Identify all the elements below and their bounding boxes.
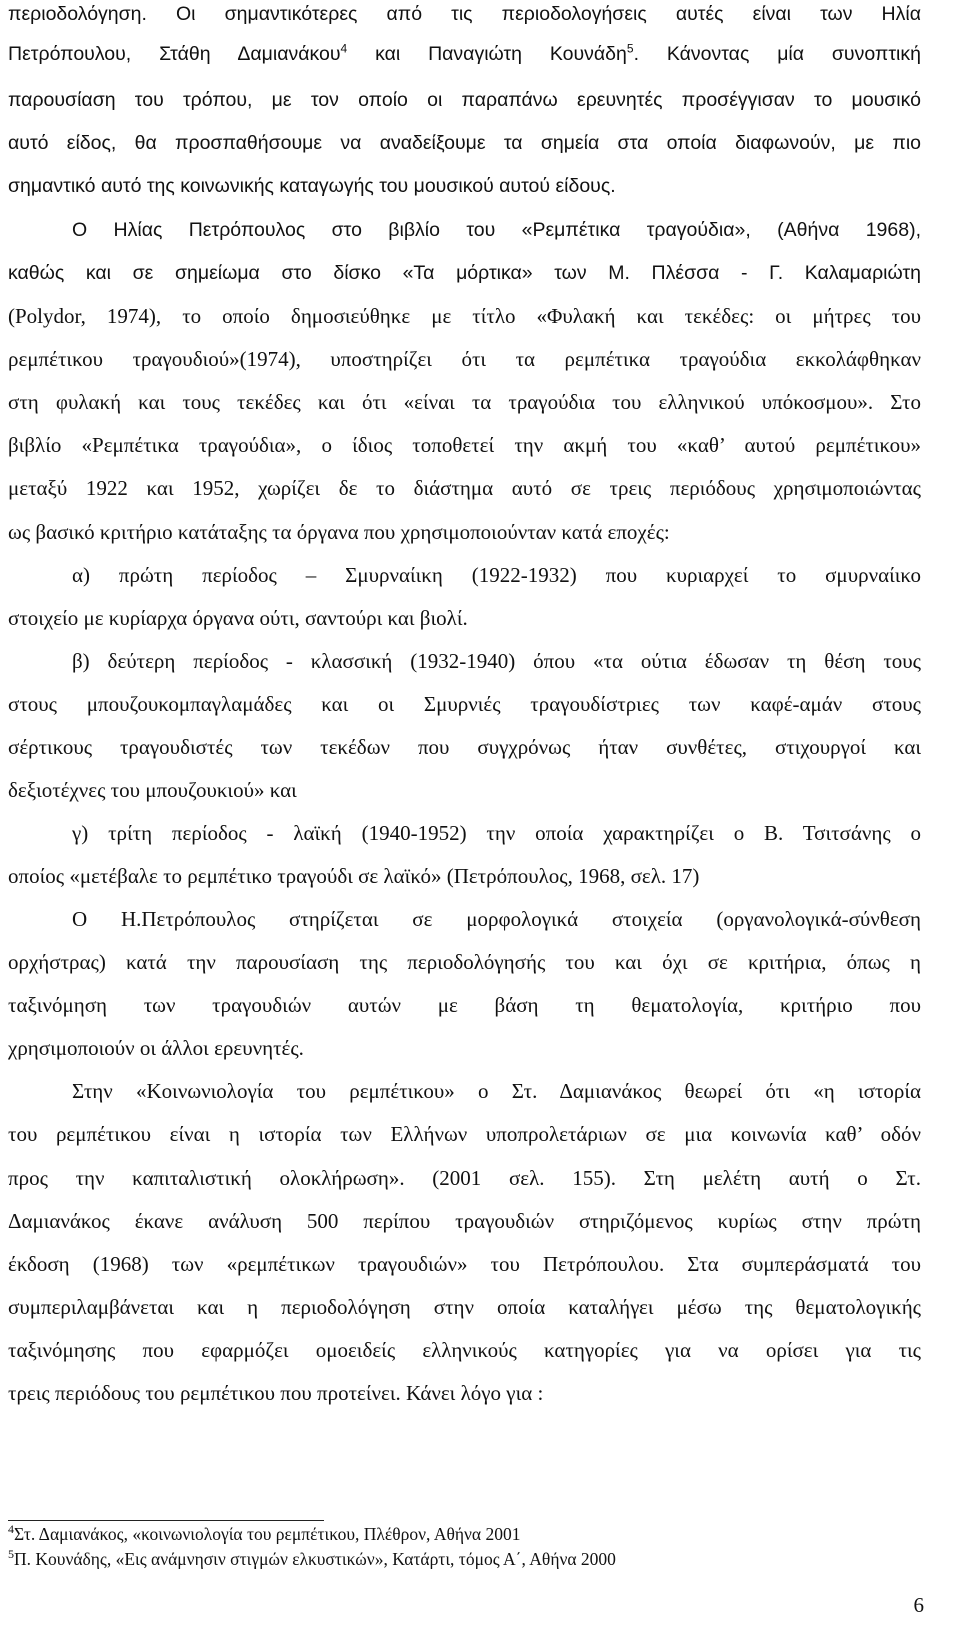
text-line: ορχήστρας) κατά την παρουσίαση της περιοδολόγησής του και όχι σε κριτήρια, όπως η [8, 950, 921, 974]
footnote-text: Στ. Δαμιανάκος, «κοινωνιολογία του ρεμπέτικου, Πλέθρον, Αθήνα 2001 [14, 1524, 521, 1544]
text-line: στη φυλακή και τους τεκέδες και ότι «είναι τα τραγούδια του ελληνικού υπόκοσμου». Στο [8, 390, 921, 414]
text-line: μεταξύ 1922 και 1952, χωρίζει δε το διάστημα αυτό σε τρεις περιόδους χρησιμοποιώντας [8, 476, 921, 500]
footnote-5 [8, 1548, 616, 1570]
text-line: οποίος «μετέβαλε το ρεμπέτικο τραγούδι σε λαϊκό» (Πετρόπουλος, 1968, σελ. 17) [8, 864, 700, 888]
footnote-text: Π. Κουνάδης, «Εις ανάμνησιν στιγμών ελκυστικών», Κατάρτι, τόμος Α΄, Αθήνα 2000 [14, 1549, 616, 1569]
footnote-ref-4[interactable]: 4 [340, 41, 348, 56]
text-line: ως βασικό κριτήριο κατάταξης τα όργανα που χρησιμοποιούνταν κατά εποχές: [8, 520, 670, 544]
text-line [8, 40, 921, 68]
text-line: του ρεμπέτικου είναι η ιστορία των Ελλήνων υποπρολετάριων σε μια κοινωνία καθ’ οδόν [8, 1122, 921, 1146]
text-fragment: . Κάνοντας μία συνοπτική [633, 43, 921, 65]
paragraph-start: Ο Η.Πετρόπουλος στηρίζεται σε μορφολογικά στοιχεία (οργανολογικά-σύνθεση [72, 907, 921, 931]
footnote-4 [8, 1523, 520, 1545]
footnote-ref-5[interactable]: 5 [626, 41, 634, 56]
text-line: τρεις περιόδους του ρεμπέτικου που προτείνει. Κάνει λόγο για : [8, 1381, 544, 1405]
text-line: βιβλίο «Ρεμπέτικα τραγούδια», ο ίδιος τοποθετεί την ακμή του «καθ’ αυτού ρεμπέτικου» [8, 433, 921, 457]
text-line: ταξινόμηση των τραγουδιών αυτών με βάση τη θεματολογία, κριτήριο που [8, 993, 921, 1017]
text-line: έκδοση (1968) των «ρεμπέτικων τραγουδιών» του Πετρόπουλου. Στα συμπεράσματά του [8, 1252, 921, 1276]
text-line: χρησιμοποιούν οι άλλοι ερευνητές. [8, 1036, 304, 1060]
text-line: στους μπουζουκομπαγλαμάδες και οι Σμυρνιές τραγουδίστριες των καφέ-αμάν στους [8, 692, 921, 716]
text-line: σέρτικους τραγουδιστές των τεκέδων που συγχρόνως ήταν συνθέτες, στιχουργοί και [8, 735, 921, 759]
list-item-a: α) πρώτη περίοδος – Σμυρναίικη (1922-1932) που κυριαρχεί το σμυρναίικο [72, 563, 921, 587]
footnote-number: 4 [8, 1522, 14, 1537]
text-line: (Polydor, 1974), το οποίο δημοσιεύθηκε με τίτλο «Φυλακή και τεκέδες: οι μήτρες του [8, 304, 921, 328]
list-item-c: γ) τρίτη περίοδος - λαϊκή (1940-1952) την οποία χαρακτηρίζει ο Β. Τσιτσάνης ο [72, 821, 921, 845]
text-line: καθώς και σε σημείωμα στο δίσκο «Τα μόρτικα» των Μ. Πλέσσα - Γ. Καλαμαριώτη [8, 262, 921, 284]
paragraph-start: Ο Ηλίας Πετρόπουλος στο βιβλίο του «Ρεμπέτικα τραγούδια», (Αθήνα 1968), [72, 219, 921, 241]
footnote-number: 5 [8, 1547, 14, 1562]
text-line: ταξινόμησης που εφαρμόζει ομοειδείς ελληνικούς κατηγορίες για να ορίσει για τις [8, 1338, 921, 1362]
text-line: συμπεριλαμβάνεται και η περιοδολόγηση στην οποία καταλήγει μέσω της θεματολογικής [8, 1295, 921, 1319]
text-line: προς την καπιταλιστική ολοκλήρωση». (2001 σελ. 155). Στη μελέτη αυτή ο Στ. [8, 1166, 921, 1190]
text-line: ρεμπέτικου τραγουδιού»(1974), υποστηρίζει ότι τα ρεμπέτικα τραγούδια εκκολάφθηκαν [8, 347, 921, 371]
text-line: αυτό είδος, θα προσπαθήσουμε να αναδείξουμε τα σημεία στα οποία διαφωνούν, με πιο [8, 132, 921, 154]
text-line: στοιχείο με κυρίαρχα όργανα ούτι, σαντούρι και βιολί. [8, 606, 468, 630]
text-line: δεξιοτέχνες του μπουζουκιού» και [8, 778, 297, 802]
text-line: παρουσίαση του τρόπου, με τον οποίο οι παραπάνω ερευνητές προσέγγισαν το μουσικό [8, 89, 921, 111]
text-fragment: και Παναγιώτη Κουνάδη [347, 43, 627, 65]
text-line: σημαντικό αυτό της κοινωνικής καταγωγής του μουσικού αυτού είδους. [8, 175, 616, 197]
footnote-separator [8, 1520, 324, 1521]
text-line: Δαμιανάκος έκανε ανάλυση 500 περίπου τραγουδιών στηριζόμενος κυρίως στην πρώτη [8, 1209, 921, 1233]
page-number: 6 [913, 1593, 924, 1617]
text-fragment: Πετρόπουλου, Στάθη Δαμιανάκου [8, 43, 341, 65]
paragraph-start: Στην «Κοινωνιολογία του ρεμπέτικου» ο Στ. Δαμιανάκος θεωρεί ότι «η ιστορία [72, 1079, 921, 1103]
text-line: περιοδολόγηση. Οι σημαντικότερες από τις περιοδολογήσεις αυτές είναι των Ηλία [8, 3, 921, 25]
list-item-b: β) δεύτερη περίοδος - κλασσική (1932-1940) όπου «τα ούτια έδωσαν τη θέση τους [72, 649, 921, 673]
